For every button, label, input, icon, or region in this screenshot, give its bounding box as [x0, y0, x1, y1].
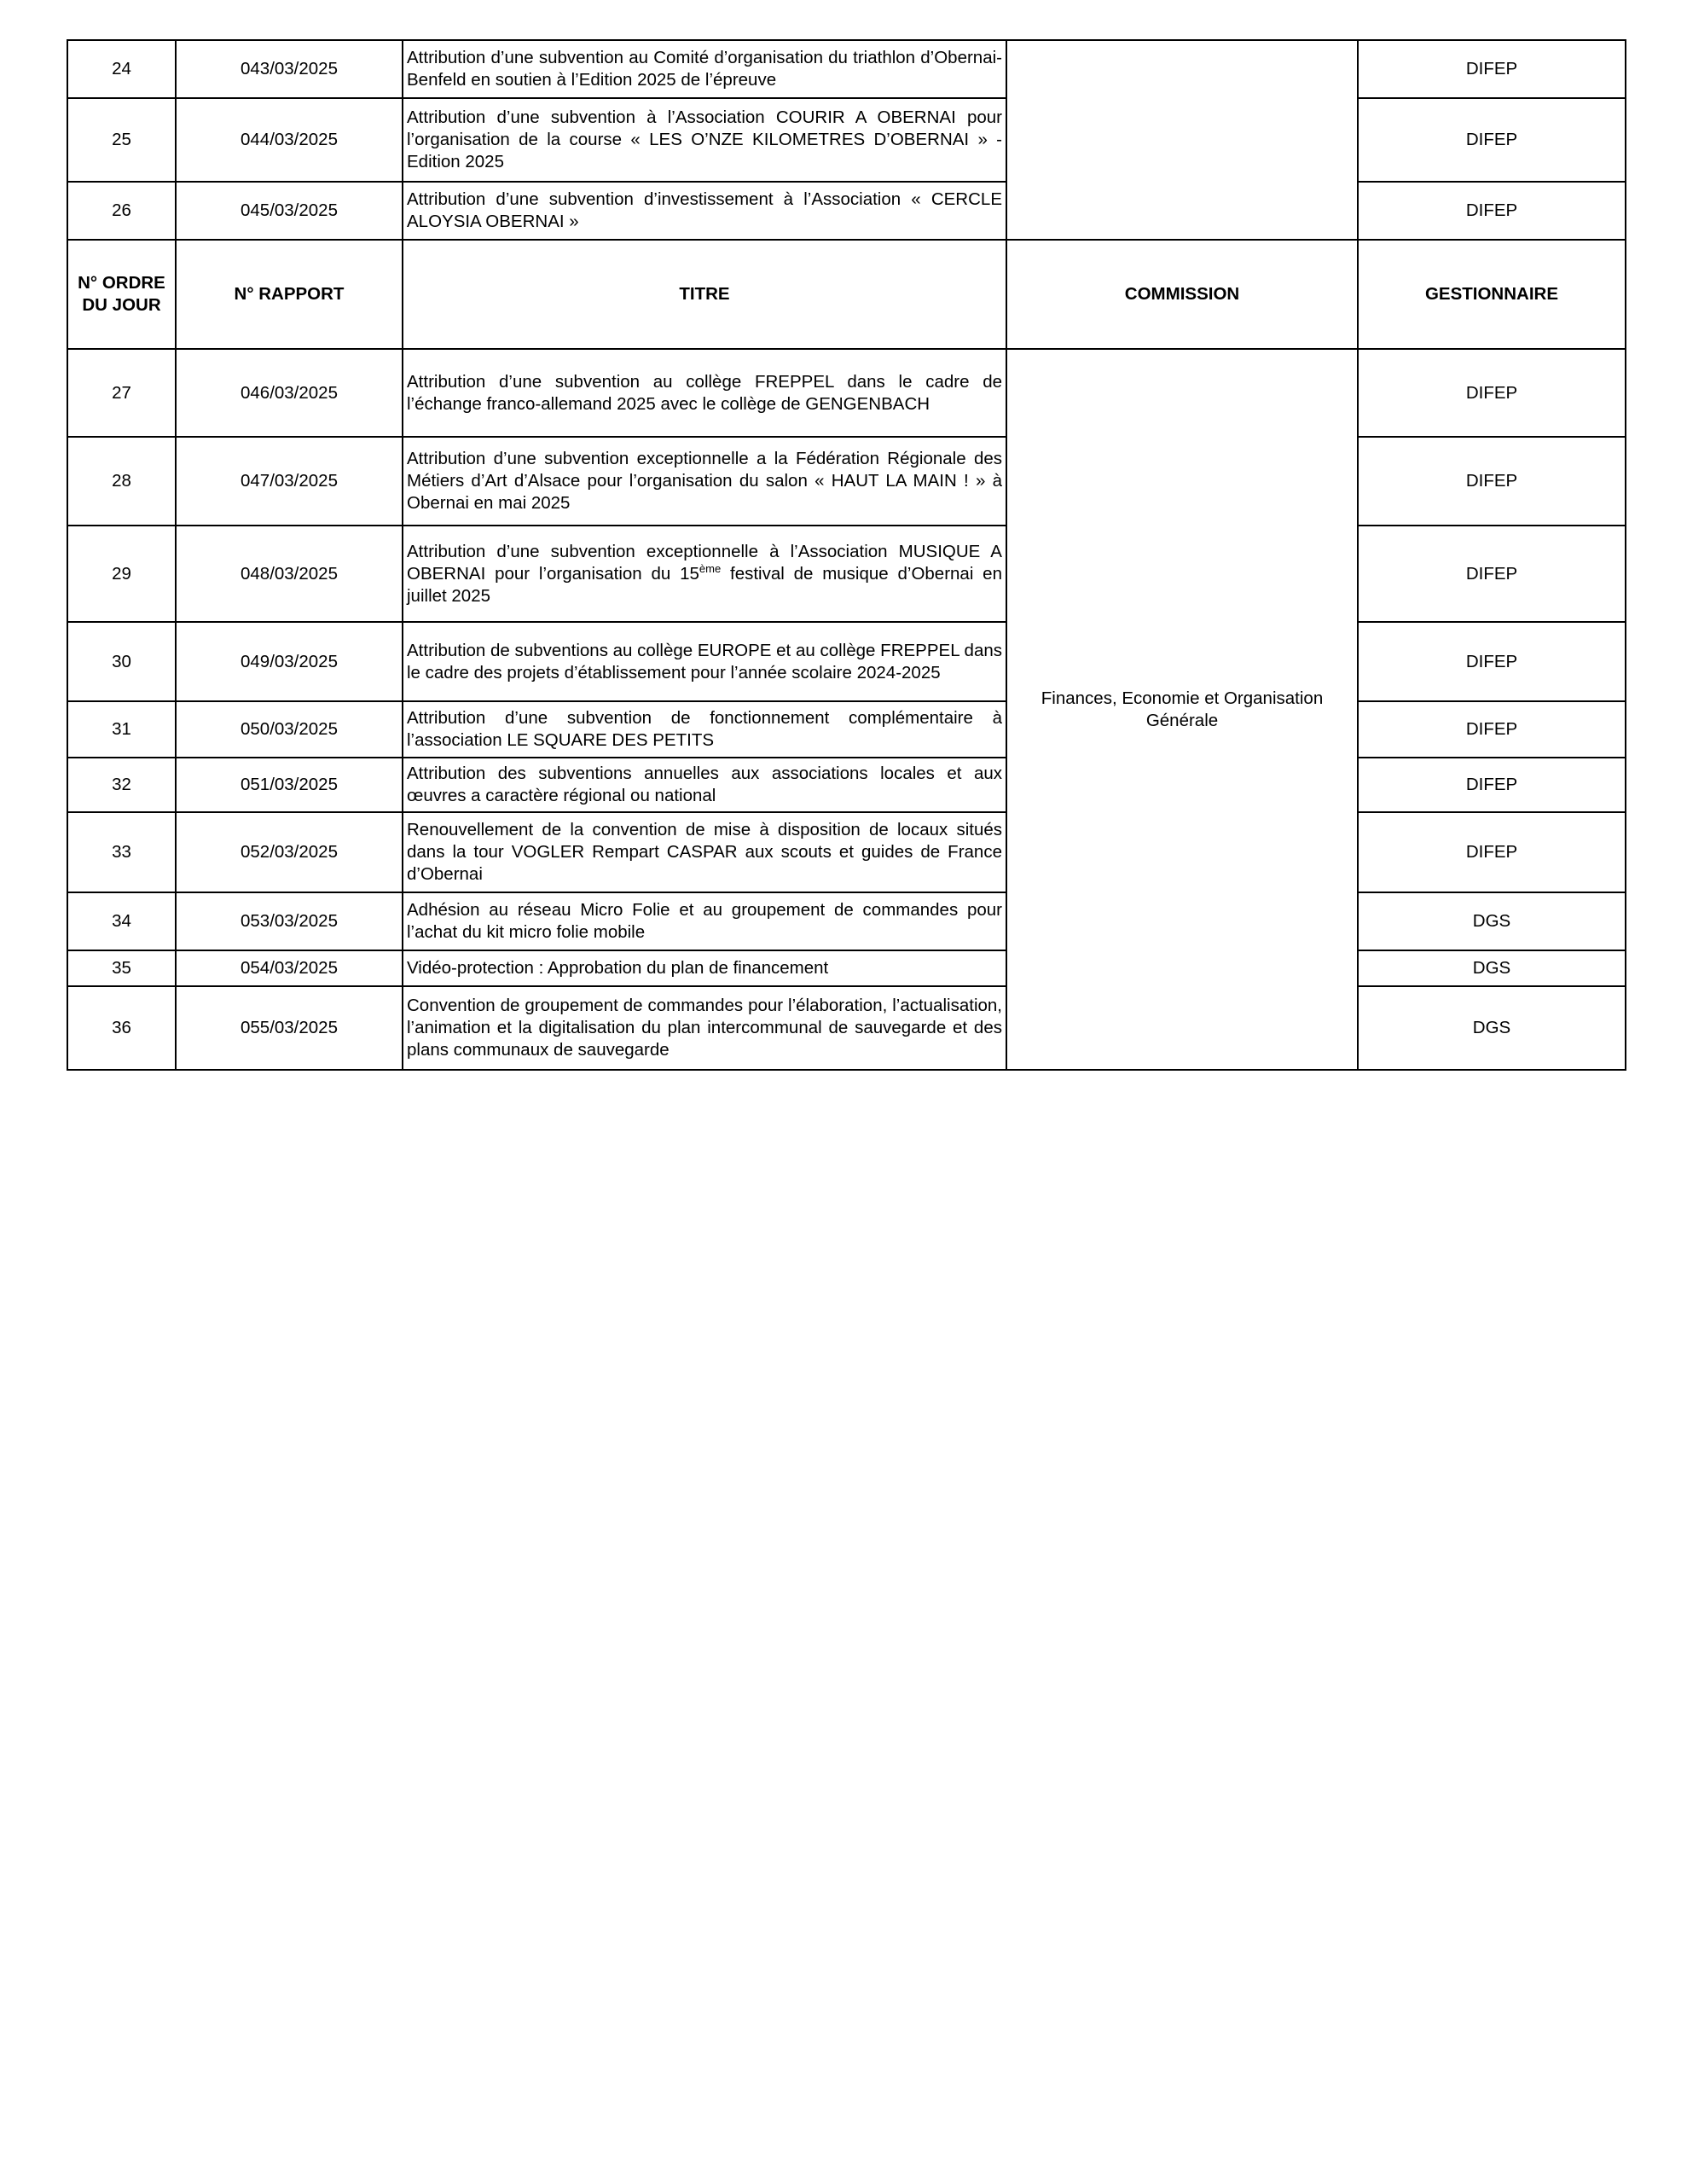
ordre-cell: 35: [67, 950, 176, 986]
rapport-cell: 049/03/2025: [176, 622, 403, 701]
rapport-cell: 052/03/2025: [176, 812, 403, 892]
table-row: [67, 701, 1626, 758]
table-row: [67, 892, 1626, 950]
table-row: [67, 758, 1626, 812]
rapport-cell: 045/03/2025: [176, 182, 403, 240]
table-row: [67, 437, 1626, 526]
table-row: [67, 182, 1626, 240]
titre-cell: Attribution d’une subvention exceptionnelle a la Fédération Régionale des Métiers d’Art d’Alsace pour l’organisation du salon « HAUT LA MAIN ! » à Obernai en mai 2025: [403, 437, 1006, 526]
rapport-cell: 047/03/2025: [176, 437, 403, 526]
table-row: [67, 526, 1626, 622]
header-gestionnaire: GESTIONNAIRE: [1358, 240, 1626, 349]
ordre-cell: 36: [67, 986, 176, 1070]
header-ordre: N° ORDRE DU JOUR: [67, 240, 176, 349]
ordre-cell: 33: [67, 812, 176, 892]
table-row: [67, 622, 1626, 701]
titre-cell: Attribution d’une subvention au collège FREPPEL dans le cadre de l’échange franco-allemand 2025 avec le collège de GENGENBACH: [403, 349, 1006, 437]
titre-cell: Renouvellement de la convention de mise à disposition de locaux situés dans la tour VOGLER Rempart CASPAR aux scouts et guides de France d’Obernai: [403, 812, 1006, 892]
ordre-cell: 29: [67, 526, 176, 622]
header-titre: TITRE: [403, 240, 1006, 349]
ordre-cell: 27: [67, 349, 176, 437]
table-row: [67, 349, 1626, 437]
table-row: [67, 98, 1626, 182]
commission-cell: Finances, Economie et Organisation Générale: [1006, 349, 1358, 1070]
titre-superscript: ème: [699, 561, 722, 575]
rapport-cell: 048/03/2025: [176, 526, 403, 622]
titre-cell: Attribution de subventions au collège EUROPE et au collège FREPPEL dans le cadre des projets d’établissement pour l’année scolaire 2024-2025: [403, 622, 1006, 701]
titre-cell: Adhésion au réseau Micro Folie et au groupement de commandes pour l’achat du kit micro folie mobile: [403, 892, 1006, 950]
ordre-cell: 26: [67, 182, 176, 240]
gestionnaire-cell: DGS: [1358, 950, 1626, 986]
rapport-cell: 046/03/2025: [176, 349, 403, 437]
gestionnaire-cell: DIFEP: [1358, 622, 1626, 701]
header-rapport: N° RAPPORT: [176, 240, 403, 349]
gestionnaire-cell: DGS: [1358, 892, 1626, 950]
ordre-cell: 30: [67, 622, 176, 701]
titre-cell: [403, 526, 1006, 622]
titre-cell: Attribution d’une subvention à l’Association COURIR A OBERNAI pour l’organisation de la course « LES O’NZE KILOMETRES D’OBERNAI » - Edition 2025: [403, 98, 1006, 182]
ordre-cell: 32: [67, 758, 176, 812]
titre-cell: Vidéo-protection : Approbation du plan de financement: [403, 950, 1006, 986]
titre-cell: Attribution d’une subvention de fonctionnement complémentaire à l’association LE SQUARE DES PETITS: [403, 701, 1006, 758]
agenda-table: [67, 239, 1626, 1071]
rapport-cell: 053/03/2025: [176, 892, 403, 950]
gestionnaire-cell: DIFEP: [1358, 349, 1626, 437]
gestionnaire-cell: DIFEP: [1358, 40, 1626, 98]
table-row: [67, 950, 1626, 986]
rapport-cell: 050/03/2025: [176, 701, 403, 758]
rapport-cell: 051/03/2025: [176, 758, 403, 812]
titre-text-b: festival de musique d’Obernai en juillet 2025: [407, 563, 1002, 606]
gestionnaire-cell: DIFEP: [1358, 701, 1626, 758]
table-row: [67, 40, 1626, 98]
table-header-row: [67, 240, 1626, 349]
ordre-cell: 25: [67, 98, 176, 182]
titre-cell: Attribution d’une subvention d’investissement à l’Association « CERCLE ALOYSIA OBERNAI »: [403, 182, 1006, 240]
gestionnaire-cell: DIFEP: [1358, 182, 1626, 240]
titre-cell: Attribution des subventions annuelles aux associations locales et aux œuvres a caractère régional ou national: [403, 758, 1006, 812]
gestionnaire-cell: DIFEP: [1358, 437, 1626, 526]
table-row: [67, 812, 1626, 892]
titre-text-a: Attribution d’une subvention exceptionnelle à l’Association MUSIQUE A OBERNAI pour l’organisation du 15: [407, 541, 1002, 584]
ordre-cell: 24: [67, 40, 176, 98]
ordre-cell: 31: [67, 701, 176, 758]
table-row: [67, 986, 1626, 1070]
gestionnaire-cell: DIFEP: [1358, 526, 1626, 622]
titre-cell: Attribution d’une subvention au Comité d’organisation du triathlon d’Obernai-Benfeld en soutien à l’Edition 2025 de l’épreuve: [403, 40, 1006, 98]
commission-cell-blank: [1006, 40, 1358, 240]
gestionnaire-cell: DIFEP: [1358, 812, 1626, 892]
gestionnaire-cell: DGS: [1358, 986, 1626, 1070]
rapport-cell: 055/03/2025: [176, 986, 403, 1070]
agenda-table-continued: [67, 39, 1626, 241]
ordre-cell: 28: [67, 437, 176, 526]
header-commission: COMMISSION: [1006, 240, 1358, 349]
gestionnaire-cell: DIFEP: [1358, 758, 1626, 812]
rapport-cell: 044/03/2025: [176, 98, 403, 182]
gestionnaire-cell: DIFEP: [1358, 98, 1626, 182]
titre-cell: Convention de groupement de commandes pour l’élaboration, l’actualisation, l’animation et la digitalisation du plan intercommunal de sauvegarde et des plans communaux de sauvegarde: [403, 986, 1006, 1070]
rapport-cell: 043/03/2025: [176, 40, 403, 98]
ordre-cell: 34: [67, 892, 176, 950]
rapport-cell: 054/03/2025: [176, 950, 403, 986]
